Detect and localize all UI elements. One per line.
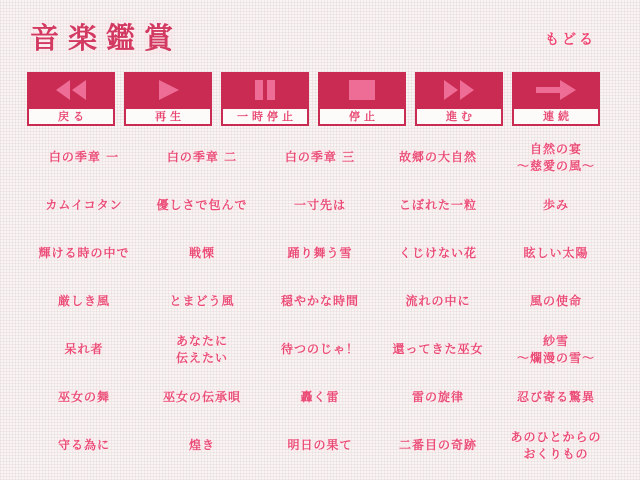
track-item[interactable]: 煌き: [188, 438, 215, 453]
track-item[interactable]: 巫女の舞: [57, 390, 110, 405]
track-item[interactable]: 待つのじゃ！: [280, 342, 359, 357]
track-item[interactable]: 忍び寄る驚異: [516, 390, 595, 405]
control-continuous-button[interactable]: [512, 72, 600, 126]
control-forward-label: 進む: [415, 107, 503, 126]
track-item[interactable]: カムイコタン: [45, 198, 123, 213]
track-item[interactable]: くじけない花: [398, 246, 477, 261]
pause-icon: [252, 78, 278, 102]
fast-forward-icon: [442, 78, 476, 102]
rewind-icon: [54, 78, 88, 102]
track-item[interactable]: 守る為に: [57, 438, 110, 453]
track-item[interactable]: 風の使命: [529, 294, 582, 309]
track-item[interactable]: 自然の宴 ～慈愛の風～: [516, 141, 595, 173]
control-back-label: 戻る: [27, 107, 115, 126]
track-item[interactable]: 雷の旋律: [411, 390, 464, 405]
control-stop-label: 停止: [318, 107, 406, 126]
control-play-button[interactable]: [124, 72, 212, 126]
track-list: [25, 134, 615, 470]
track-item[interactable]: 故郷の大自然: [398, 150, 477, 165]
control-play-icon-area: [124, 72, 212, 107]
control-pause-button[interactable]: [221, 72, 309, 126]
track-item[interactable]: とまどう風: [169, 294, 235, 309]
control-back-button[interactable]: [27, 72, 115, 126]
control-play-label: 再生: [124, 107, 212, 126]
control-forward-button[interactable]: [415, 72, 503, 126]
arrow-right-icon: [534, 78, 578, 102]
back-link[interactable]: もどる: [545, 32, 596, 48]
track-item[interactable]: 白の季章 三: [284, 150, 356, 165]
track-item[interactable]: 巫女の伝承唄: [162, 390, 241, 405]
control-back-icon-area: [27, 72, 115, 107]
track-item[interactable]: 明日の果て: [287, 438, 353, 453]
control-stop-button[interactable]: [318, 72, 406, 126]
track-item[interactable]: 厳しき風: [57, 294, 110, 309]
control-continuous-icon-area: [512, 72, 600, 107]
control-stop-icon-area: [318, 72, 406, 107]
play-icon: [155, 78, 181, 102]
track-item[interactable]: 穏やかな時間: [280, 294, 359, 309]
track-item[interactable]: こぼれた一粒: [398, 198, 477, 213]
stop-icon: [347, 78, 377, 102]
track-item[interactable]: 二番目の奇跡: [398, 438, 477, 453]
track-item[interactable]: 轟く雷: [300, 390, 340, 405]
control-forward-icon-area: [415, 72, 503, 107]
track-item[interactable]: 流れの中に: [405, 294, 471, 309]
track-item[interactable]: 一寸先は: [293, 198, 346, 213]
track-item[interactable]: 輝ける時の中で: [38, 246, 130, 261]
track-item[interactable]: 白の季章 二: [166, 150, 238, 165]
control-pause-label: 一時停止: [221, 107, 309, 126]
track-item[interactable]: 白の季章 一: [48, 150, 120, 165]
control-pause-icon-area: [221, 72, 309, 107]
track-item[interactable]: あのひとからの おくりもの: [510, 429, 602, 461]
controls-toolbar: [27, 72, 600, 126]
track-item[interactable]: あなたに 伝えたい: [175, 333, 228, 365]
control-continuous-label: 連続: [512, 107, 600, 126]
page-title: 音楽鑑賞: [30, 21, 183, 55]
track-item[interactable]: 戦慄: [188, 246, 215, 261]
track-item[interactable]: 優しさで包んで: [156, 198, 248, 213]
track-item[interactable]: 還ってきた巫女: [392, 342, 484, 357]
track-item[interactable]: 紗雪 ～爛漫の雪～: [516, 333, 595, 365]
track-item[interactable]: 呆れ者: [64, 342, 104, 357]
track-item[interactable]: 眩しい太陽: [523, 246, 589, 261]
track-item[interactable]: 歩み: [542, 198, 569, 213]
track-item[interactable]: 踊り舞う雪: [287, 246, 353, 261]
